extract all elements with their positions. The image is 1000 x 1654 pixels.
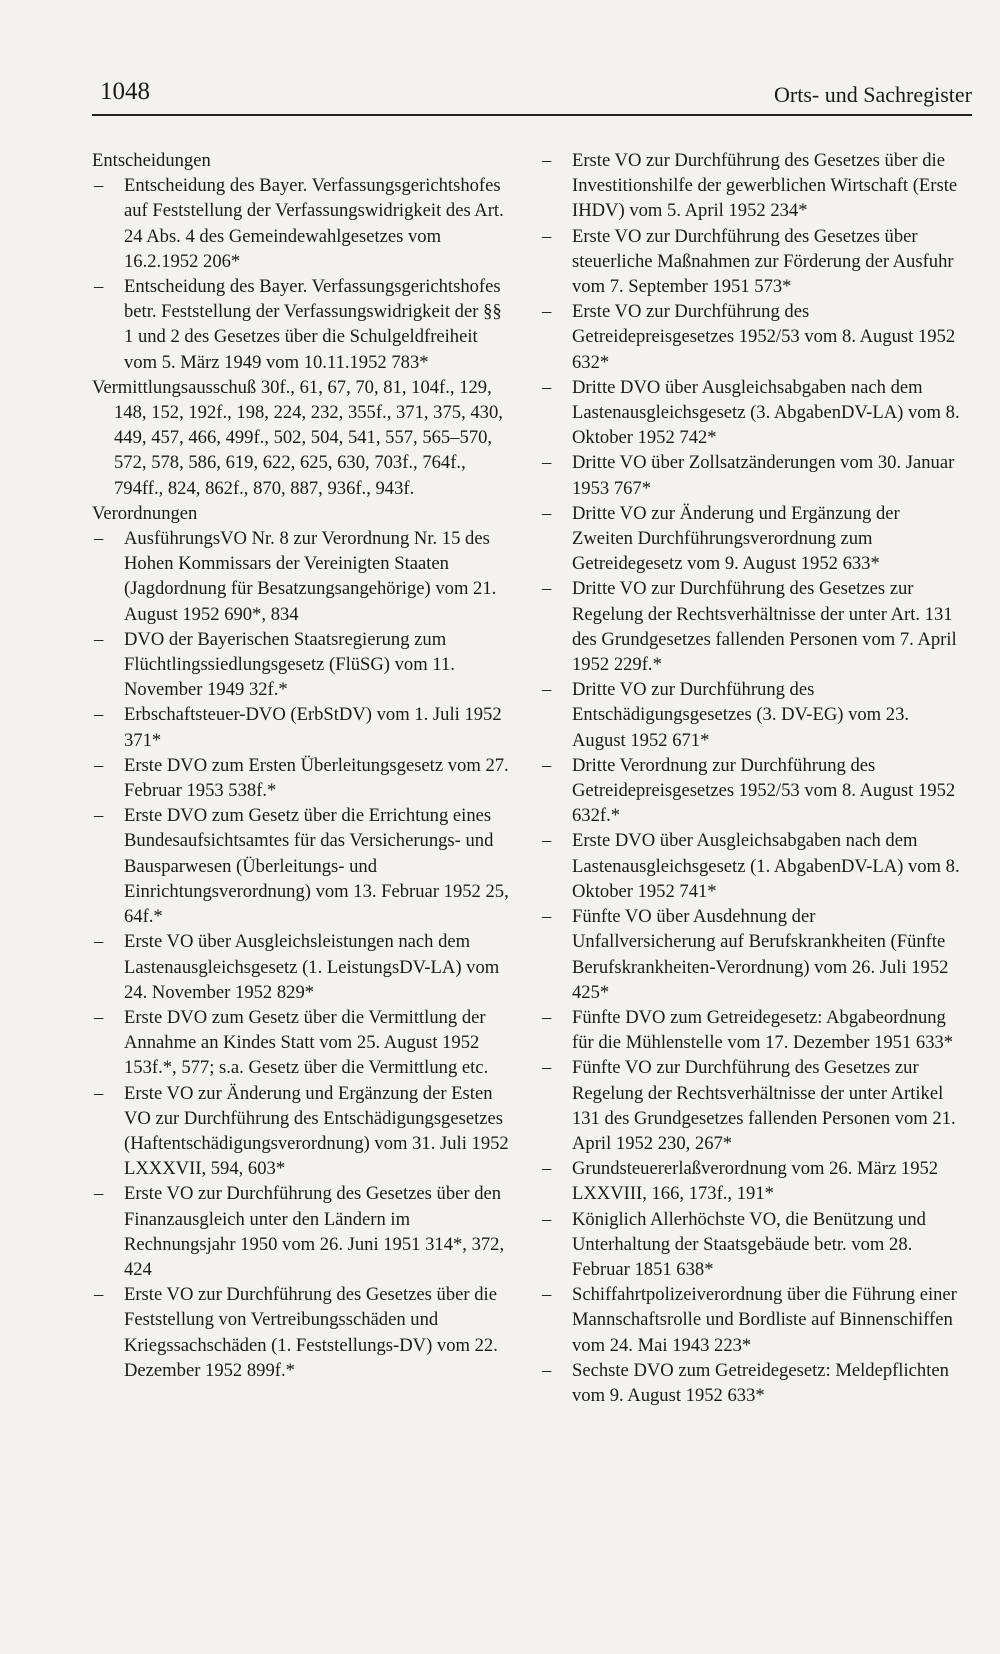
dash-marker: – (542, 1006, 552, 1028)
dash-marker: – (542, 906, 552, 928)
subentry-text: Dritte VO zur Durchführung des Gesetzes zur Regelung der Rechtsverhältnisse der unter Art. 131 des Grundgesetzes fallenden Personen vom 7. April 1952 229f.* (572, 578, 957, 676)
page-header (92, 78, 972, 118)
running-title: Orts- und Sachregister (774, 82, 972, 107)
subentry-text: Dritte VO über Zollsatzänderungen vom 30. Januar 1953 767* (572, 452, 955, 499)
dash-marker: – (94, 704, 104, 726)
subentry-text: Fünfte VO über Ausdehnung der Unfallversicherung auf Berufskrankheiten (Fünfte Berufskrankheiten-Verordnung) vom 26. Juli 1952 425* (572, 906, 949, 1003)
index-subentry (540, 224, 960, 300)
subentry-text: Erste VO über Ausgleichsleistungen nach dem Lastenausgleichsgesetz (1. LeistungsDV-LA) vom 24. November 1952 829* (124, 931, 500, 1003)
index-subentry (540, 148, 960, 224)
index-subentry (540, 450, 960, 500)
index-subentry (540, 1055, 960, 1156)
dash-marker: – (94, 1284, 104, 1306)
subentry-text: Erste DVO zum Ersten Überleitungsgesetz vom 27. Februar 1953 538f.* (124, 754, 509, 802)
dash-marker: – (94, 931, 104, 953)
dash-marker: – (94, 528, 104, 550)
subentry-text: Schiffahrtpolizeiverordnung über die Führung einer Mannschaftsrolle und Bordliste auf Binnenschiffen vom 24. Mai 1943 223* (572, 1284, 957, 1356)
dash-marker: – (542, 1057, 552, 1079)
subentry-text: Erste VO zur Durchführung des Gesetzes über die Investitionshilfe der gewerblichen Wirtschaft (Erste IHDV) vom 5. April 1952 234* (572, 150, 958, 222)
dash-marker: – (94, 628, 104, 650)
index-subentry (92, 803, 512, 929)
index-subentry (540, 1156, 960, 1206)
subentry-text: Sechste DVO zum Getreidegesetz: Meldepflichten vom 9. August 1952 633* (572, 1359, 949, 1406)
subentry-text: Erste VO zur Durchführung des Gesetzes über den Finanzausgleich unter den Ländern im Rechnungsjahr 1950 vom 26. Juni 1951 314*, 372, 424 (124, 1183, 505, 1280)
dash-marker: – (94, 276, 104, 298)
dash-marker: – (94, 805, 104, 827)
dash-marker: – (542, 1208, 552, 1230)
index-subentry (540, 576, 960, 677)
subentry-text: Fünfte VO zur Durchführung des Gesetzes zur Regelung der Rechtsverhältnisse der unter Artikel 131 des Grundgesetzes fallenden Personen vom 21. April 1952 230, 267* (572, 1057, 956, 1154)
left-column (92, 148, 512, 1383)
index-subentry (92, 173, 512, 274)
index-subentry (92, 1081, 512, 1182)
index-heading: Verordnungen (92, 502, 198, 524)
index-subentry (92, 702, 512, 752)
subentry-text: Entscheidung des Bayer. Verfassungsgerichtshofes auf Feststellung der Verfassungswidrigkeit des Art. 24 Abs. 4 des Gemeindewahlgesetzes vom 16.2.1952 206* (124, 175, 504, 272)
index-subentry (92, 627, 512, 703)
dash-marker: – (542, 502, 552, 524)
subentry-text: Entscheidung des Bayer. Verfassungsgerichtshofes betr. Feststellung der Verfassungswidrigkeit der §§ 1 und 2 des Gesetzes über die Schulgeldfreiheit vom 5. März 1949 vom 10.11.1952 783* (124, 276, 502, 373)
dash-marker: – (94, 1183, 104, 1205)
page-number: 1048 (100, 78, 150, 105)
dash-marker: – (542, 225, 552, 247)
dash-marker: – (542, 1158, 552, 1180)
dash-marker: – (542, 150, 552, 171)
subentry-text: Erste VO zur Durchführung des Gesetzes über die Feststellung von Vertreibungsschäden und Kriegssachschäden (1. Feststellungs-DV) vom 22. Dezember 1952 899f.* (124, 1284, 498, 1381)
dash-marker: – (542, 1284, 552, 1306)
index-subentry (540, 299, 960, 375)
index-subentry (92, 929, 512, 1005)
index-subentry (540, 677, 960, 753)
index-subentry (92, 274, 512, 375)
dash-marker: – (542, 376, 552, 398)
dash-marker: – (542, 1359, 552, 1381)
index-subentry (540, 828, 960, 904)
index-subentry (92, 753, 512, 803)
index-heading: Entscheidungen (92, 150, 211, 171)
subentry-text: Dritte DVO über Ausgleichsabgaben nach dem Lastenausgleichsgesetz (3. AbgabenDV-LA) vom 8. Oktober 1952 742* (572, 376, 960, 449)
right-column (540, 148, 960, 1408)
subentry-text: AusführungsVO Nr. 8 zur Verordnung Nr. 15 des Hohen Kommissars der Vereinigten Staaten (Jagdordnung für Besatzungsangehörige) vom 21. August 1952 690*, 834 (124, 528, 497, 625)
dash-marker: – (94, 175, 104, 197)
index-subentry (92, 526, 512, 627)
subentry-text: Erste DVO zum Gesetz über die Errichtung eines Bundesaufsichtsamtes für das Versicherungs- und Bausparwesen (Überleitungs- und Einrichtungsverordnung) vom 13. Februar 1952 25, 64f.* (124, 805, 509, 928)
dash-marker: – (542, 452, 552, 474)
subentry-text: Erste DVO über Ausgleichsabgaben nach dem Lastenausgleichsgesetz (1. AbgabenDV-LA) vom 8. Oktober 1952 741* (572, 830, 960, 902)
index-subentry (540, 1207, 960, 1283)
index-subentry (540, 753, 960, 829)
dash-marker: – (542, 578, 552, 600)
dash-marker: – (94, 1082, 104, 1104)
index-subentry (540, 1005, 960, 1055)
index-subentry (92, 1181, 512, 1282)
index-subentry (540, 1282, 960, 1358)
index-subentry (540, 375, 960, 451)
subentry-text: Dritte Verordnung zur Durchführung des Getreidepreisgesetzes 1952/53 vom 8. August 1952 632f.* (572, 754, 956, 827)
index-subentry (540, 501, 960, 577)
index-subentry (540, 1358, 960, 1408)
header-rule (92, 114, 972, 116)
subentry-text: Grundsteuererlaßverordnung vom 26. März 1952 LXXVIII, 166, 173f., 191* (572, 1158, 939, 1205)
subentry-text: Erste VO zur Änderung und Ergänzung der Esten VO zur Durchführung des Entschädigungsgesetzes (Haftentschädigungsverordnung) vom 31. Juli 1952 LXXXVII, 594, 603* (124, 1082, 509, 1180)
index-subentry (92, 1005, 512, 1081)
dash-marker: – (542, 830, 552, 852)
subentry-text: Fünfte DVO zum Getreidegesetz: Abgabeordnung für die Mühlenstelle vom 17. Dezember 1951 633* (572, 1006, 954, 1054)
dash-marker: – (542, 679, 552, 701)
subentry-text: Erste DVO zum Gesetz über die Vermittlung der Annahme an Kindes Statt vom 25. August 1952 153f.*, 577; s.a. Gesetz über die Vermittlung etc. (124, 1006, 489, 1079)
index-subentry (540, 904, 960, 1005)
dash-marker: – (94, 1006, 104, 1028)
subentry-text: Dritte VO zur Änderung und Ergänzung der Zweiten Durchführungsverordnung zum Getreidegesetz vom 9. August 1952 633* (572, 502, 900, 575)
index-subentry (92, 1282, 512, 1383)
subentry-text: DVO der Bayerischen Staatsregierung zum Flüchtlingssiedlungsgesetz (FlüSG) vom 11. November 1949 32f.* (124, 628, 455, 701)
dash-marker: – (94, 754, 104, 776)
dash-marker: – (542, 754, 552, 776)
dash-marker: – (542, 301, 552, 323)
subentry-text: Erbschaftsteuer-DVO (ErbStDV) vom 1. Juli 1952 371* (124, 704, 502, 751)
subentry-text: Dritte VO zur Durchführung des Entschädigungsgesetzes (3. DV-EG) vom 23. August 1952 671* (572, 679, 910, 751)
subentry-text: Königlich Allerhöchste VO, die Benützung und Unterhaltung der Staatsgebäude betr. vom 28. Februar 1851 638* (572, 1208, 926, 1280)
index-entry: Vermittlungsausschuß 30f., 61, 67, 70, 81, 104f., 129, 148, 152, 192f., 198, 224, 232, 355f., 371, 375, 430, 449, 457, 466, 499f., 502, 504, 541, 557, 565–570, 572, 578, 586, 619, 622, 625, 630, 703f., 764f., 794ff., 824, 862f., 870, 887, 936f., 943f. (92, 376, 503, 499)
subentry-text: Erste VO zur Durchführung des Gesetzes über steuerliche Maßnahmen zur Förderung der Ausfuhr vom 7. September 1951 573* (572, 225, 954, 298)
subentry-text: Erste VO zur Durchführung des Getreidepreisgesetzes 1952/53 vom 8. August 1952 632* (572, 301, 956, 373)
